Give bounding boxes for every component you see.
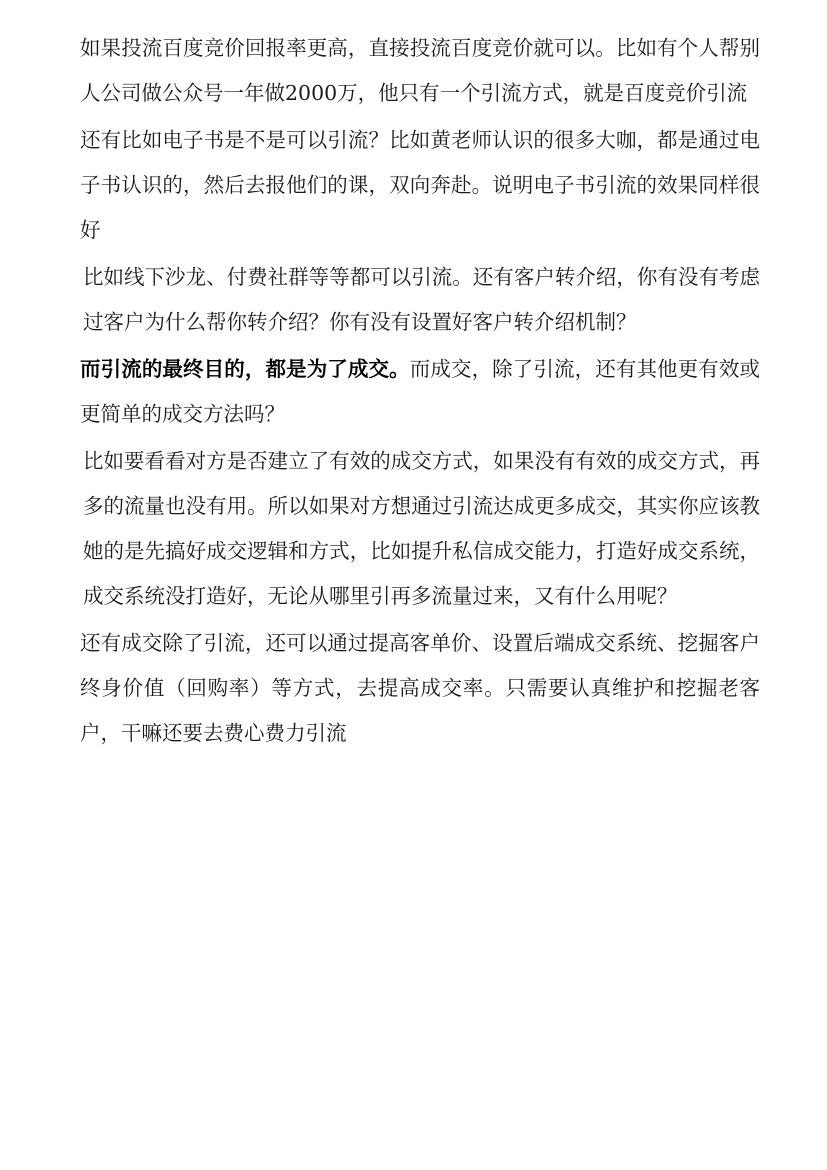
paragraph-ultimate-goal [80, 347, 760, 437]
paragraph-baidu-bidding: 如果投流百度竞价回报率更高，直接投流百度竞价就可以。比如有个人帮别人公司做公众号一年做2000万，他只有一个引流方式，就是百度竞价引流 [80, 36, 760, 105]
paragraph-text: 而成交，除了引流，还有其他更有效或更简单的成交方法吗？ [80, 357, 760, 426]
paragraph-offline-salon: 比如线下沙龙、付费社群等等都可以引流。还有客户转介绍，你有没有考虑过客户为什么帮你转介绍？你有没有设置好客户转介绍机制？ [83, 265, 760, 334]
paragraph-ebook: 还有比如电子书是不是可以引流？比如黄老师认识的很多大咖，都是通过电子书认识的，然后去报他们的课，双向奔赴。说明电子书引流的效果同样很好 [80, 128, 760, 242]
paragraph-conversion-method: 比如要看看对方是否建立了有效的成交方式，如果没有有效的成交方式，再多的流量也没有用。所以如果对方想通过引流达成更多成交，其实你应该教她的是先搞好成交逻辑和方式，比如提升私信成交能力，打造好成交系统，成交系统没打造好，无论从哪里引再多流量过来，又有什么用呢？ [83, 449, 760, 608]
document-page [80, 26, 760, 758]
emphasis-text: 而引流的最终目的，都是为了成交。 [80, 357, 410, 381]
paragraph-customer-value: 还有成交除了引流，还可以通过提高客单价、设置后端成交系统、挖掘客户终身价值（回购率）等方式，去提高成交率。只需要认真维护和挖掘老客户，干嘛还要去费心费力引流 [80, 631, 760, 745]
